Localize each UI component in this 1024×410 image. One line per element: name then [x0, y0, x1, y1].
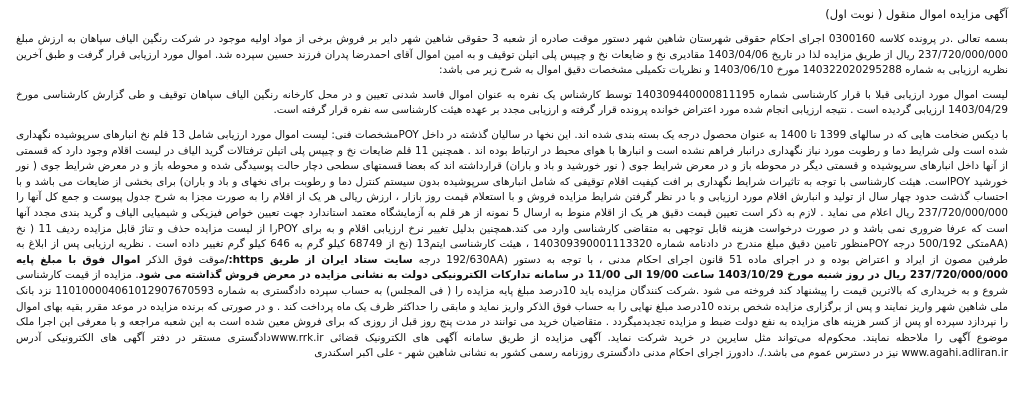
auction-date-and-price: اموال فوق با مبلغ پایه 237/720/000/000 ریال در روز شنبه مورخ 1403/10/29 ساعت 19/00 الی 11/00 در سامانه تدارکات الکترونیکی دولت به نشانی مزایده در معرض فروش گذاشته می شود — [16, 253, 1009, 282]
paragraph-assessment-list: لیست اموال مورد ارزیابی قبلا با قرار کارشناسی شماره 140309440000811195 توسط کارشناس یک نفره به عنوان اموال فاسد شدنی تعیین و در محل کارخانه رنگین الیاف سپاهان توقیف و طی گزارش کارشناسی مورخ 1403/04/29 ارزیابی گردیده است . نتیجه ارزیابی انجام شده مورد اعتراض خوانده پرونده قرار گرفته و ارزیابی مجدد بر عهده هیئت کارشناسی سه نفره قرار گرفته است. — [16, 88, 1008, 117]
notice-title: آگهی مزایده اموال منقول ( نوبت اول) — [825, 7, 1008, 21]
paragraph-technical-specs — [16, 128, 1008, 362]
technical-specs-text: با دیکس ضخامت هایی که در سالهای 1399 تا 1400 به عنوان محصول درجه یک بسته بندی شده اند. این نخها در سالیان گذشته در داخل POYمشخصات فنی: لیست اموال مورد ارزیابی شامل 13 قلم نخ انبارهای سرپوشیده نگهداری شده است ولی شرایط دما و رطوبت مورد نیاز نگهداری درانبار فراهم نشده است و انبارها با هوای محیط در ارتباط بوده اند . همچنین 11 قلم ضایعات نخ و چیپس پلی اتیلن ترفتالات گرید الیاف در لیست اقلام وجود دارد که قسمتی از آنها داخل انبارهای سرپوشیده و قسمتی دیگر در محوطه باز و در معرض شرایط جوی ( نور خورشید و باد و باران) قرارداشته اند که بعضا قسمتهای سطحی دچار حالت پوسیدگی شده و محوطه باز و در معرض شرایط جوی ( نور خورشید POYاست. هیئت کارشناسی با توجه به تاثیرات شرایط نگهداری بر افت کیفیت اقلام توقیفی که شامل انبارهای سرپوشیده بدون سیستم کنترل دما و رطوبت برای نخهای و باد و باران) برای بخشی از ضایعات می باشد و با احتساب گذشت حدود چهار سال از تولید و انبارش اقلام مورد ارزیابی و با در نظر گرفتن شرایط مزایده فروش و با استعلام قیمت روز بازار ، ارزش ریالی هر یک از اقلام را به صورت مجزا به شرح جدول پیوست و جمع کل آنها را 237/720/000/000 ریال اعلام می نماید . لازم به ذکر است تعیین قیمت دقیق هر یک از اقلام منوط به ارسال 5 نمونه از هر قلم به آزمایشگاه معتمد استاندارد جهت تعیین خواص فیزیکی و شیمیایی الیاف و گرید بندی مجدد آنها است که عرفا ضروری نمی باشد و در صورت درخواست هزینه قابل توجهی به متقاضی کارشناسی وارد می کند.همچنین بدلیل تغییر نرخ ارزیابی اقلام و به برای POYرا از لیست مزایده حذف و تناژ قابل مزایده ردیف 11 ( نخ (AAمتکی 500/192 درجه POYمنظور تامین دقیق مبلغ مندرج در دادنامه شماره 140309390001113320 ، هیئت کارشناسی ایتم13 (نخ از 68749 کیلو گرم به 646 کیلو گرم تغییر داده است . نظریه ارزیابی پس از ابلاغ به طرفین مصون از ایراد و اعتراض بوده و در اجرای ماده 51 قانون اجرای احکام مدنی ، با توجه به دستور (192/630AA درجه — [16, 128, 1009, 266]
auction-terms-text: . مزایده از قیمت کارشناسی شروع و به خریداری که بالاترین قیمت را پیشنهاد کند فروخته می شود .شرکت کنندگان مزایده باید 10درصد مبلغ پایه مزایده را ( فی المجلس) به حساب سپرده دادگستری به شماره 110100004061012907670593 نزد بانک ملی شاهین شهر واریز نمایند و پس از برگزاری مزایده شخص برنده 10درصد مبلغ نهایی را به حساب فوق الذکر واریز نماید و مابقی را حداکثر ظرف یک ماه پرداخت کند . و در صورتی که برنده مزایده در موعد مقرر بقیه بهای اموال را نپردازد سپرده او پس از کسر هزینه های مزایده به نفع دولت ضبط و مزایده تجدیدمیگردد . متقاضیان خرید می توانند در مدت پنج روز قبل از روزی که برای فروش معین شده است به این شعبه مراجعه و با معرفی این اجرا ملک موضوع آگهی را ملاحظه نمایند. محکوم‌له می‌تواند مثل سایرین در خرید شرکت نماید. آگهی مزایده از طریق سامانه آگهی های الکترونیک قضائی www.rrk.irدادگستری مستقر در دفتر آگهی های الکترونیکی آدرس www.agahi.adliran.ir نیز در دسترس عموم می باشد./. دادورز اجرای احکام مدنی دادگستری روزنامه رسمی کشور به نشانی شاهین شهر - علی اکبر اسکندری — [16, 269, 1009, 360]
paragraph-case-intro: بسمه تعالی .در پرونده کلاسه 0300160 اجرای احکام حقوقی شهرستان شاهین شهر دستور موقت صادره از شعبه 3 حقوقی شاهین شهر دایر بر فروش برخی از مواد اولیه موجود در شرکت رنگین الیاف سپاهان به ارزش مبلغ 237/720/000/000 ریال از طریق مزایده لذا در تاریخ 1403/04/06 مقادیری نخ و ضایعات نخ و چیپس پلی اتیلن توقیف و به امین اموال آقای احمدرضا پدران فرزند حسین سپرده شد. اموال مورد ارزیابی قرار گرفت و طبق آخرین نظریه ارزیابی به شماره 140322020295288 مورخ 1403/06/10 و نظریات تکمیلی مشخصات دقیق اموال به شرح زیر می باشد: — [16, 33, 1008, 77]
auction-site-lead: سایت ستاد ایران از طریق https:/ — [224, 253, 413, 266]
auction-site-middle: موقت فوق الذکر — [140, 253, 225, 266]
